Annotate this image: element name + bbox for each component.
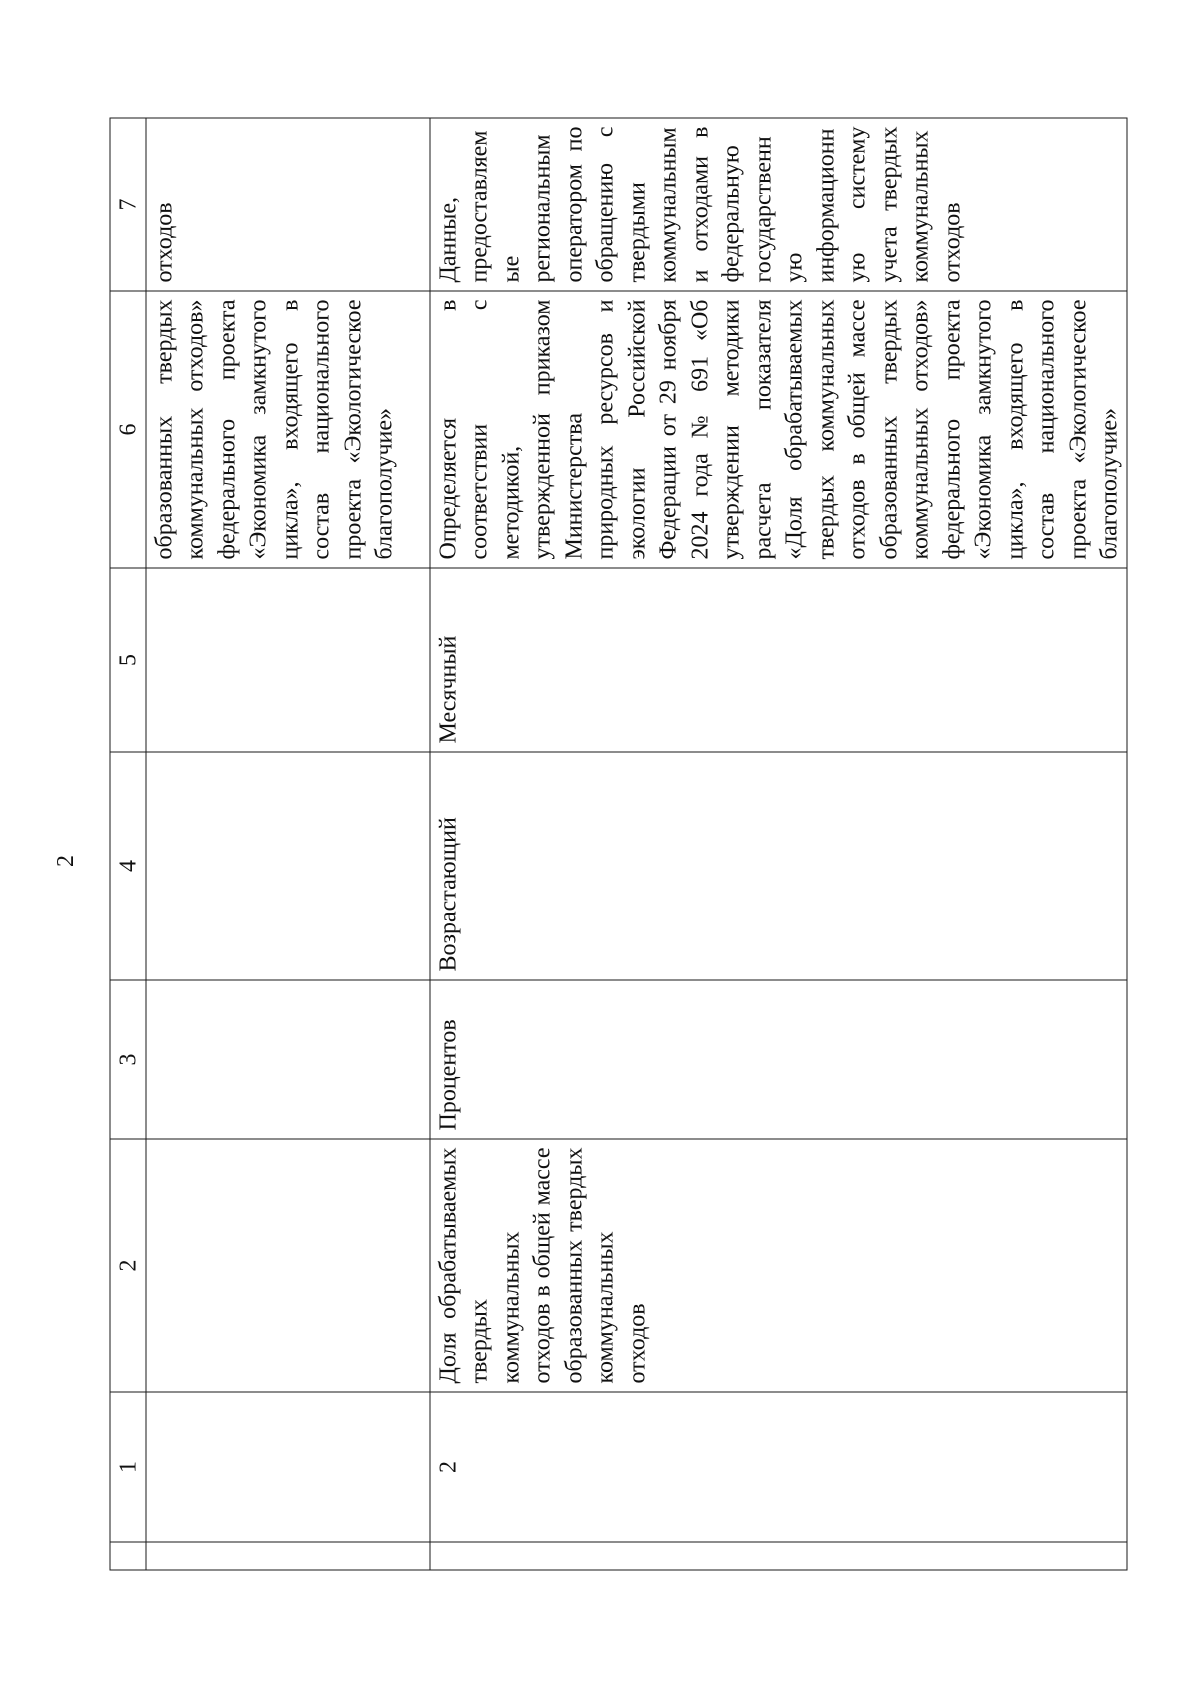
header-cell-2: 2 <box>110 1139 146 1392</box>
page-number: 2 <box>53 855 79 867</box>
cell-source: Данные, предоставляемые региональным оператором по обращению с твердыми коммунальными отходами в федеральную государственную информационную систему учета твердых коммунальных отходов <box>430 118 1127 291</box>
header-spacer <box>110 1542 146 1570</box>
table-row <box>430 118 1127 1570</box>
cell-indicator-name <box>146 1139 430 1392</box>
cell-trend <box>146 752 430 980</box>
header-cell-1: 1 <box>110 1392 146 1542</box>
cell-periodicity: Месячный <box>430 568 1127 752</box>
row-spacer <box>146 1542 430 1570</box>
cell-indicator-name: Доля обрабатываемых твердых коммунальных отходов в общей массе образованных твердых коммунальных отходов <box>430 1139 1127 1392</box>
row-spacer <box>430 1542 1127 1570</box>
cell-unit: Процентов <box>430 980 1127 1139</box>
indicator-table <box>110 118 1128 1571</box>
table-rotated-container <box>110 119 1123 1571</box>
cell-method: образованных твердых коммунальных отходов» федерального проекта «Экономика замкнутого цикла», входящего в состав национального проекта «Экологическое благополучие» <box>146 291 430 568</box>
header-row <box>110 118 146 1570</box>
table-row <box>146 118 430 1570</box>
header-cell-6: 6 <box>110 291 146 568</box>
cell-periodicity <box>146 568 430 752</box>
cell-number: 2 <box>430 1392 1127 1542</box>
header-cell-4: 4 <box>110 752 146 980</box>
cell-trend: Возрастающий <box>430 752 1127 980</box>
header-cell-5: 5 <box>110 568 146 752</box>
cell-method: Определяется в соответствии с методикой, утвержденной приказом Министерства природных ресурсов и экологии Российской Федерации от 29 ноября 2024 года № 691 «Об утверждении методики расчета показателя «Доля обрабатываемых твердых коммунальных отходов в общей массе образованных твердых коммунальных отходов» федерального проекта «Экономика замкнутого цикла», входящего в состав национального проекта «Экологическое благополучие» <box>430 291 1127 568</box>
cell-source: отходов <box>146 118 430 291</box>
cell-number <box>146 1392 430 1542</box>
header-cell-7: 7 <box>110 118 146 291</box>
header-cell-3: 3 <box>110 980 146 1139</box>
cell-unit <box>146 980 430 1139</box>
